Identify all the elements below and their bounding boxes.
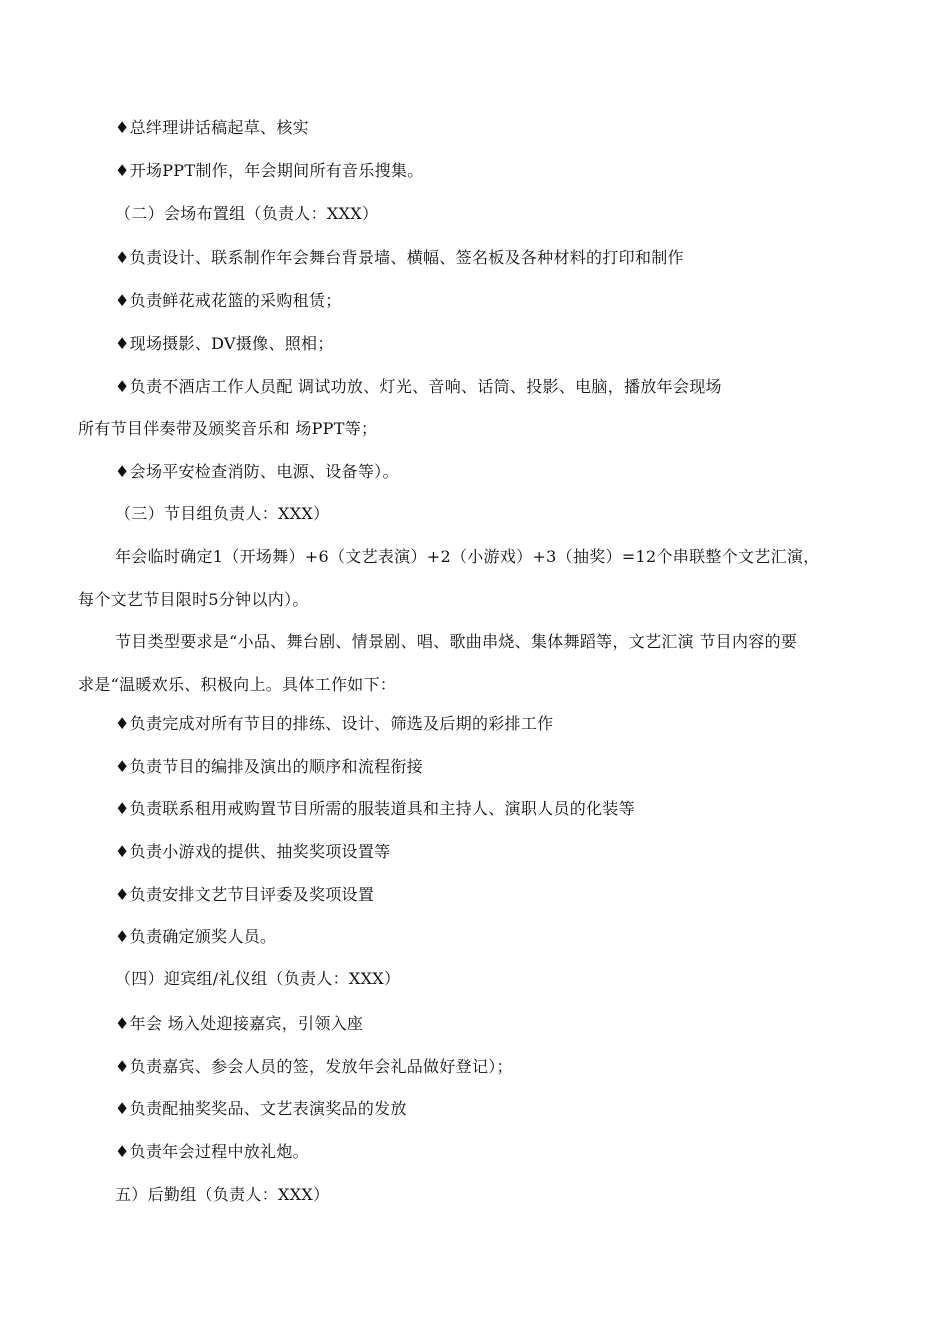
- bullet-line: ♦负责配抽奖奖品、文艺表演奖品的发放: [115, 1099, 407, 1118]
- bullet-line: ♦负责联系租用戒购置节目所需的服装道具和主持人、演职人员的化装等: [115, 799, 635, 818]
- paragraph-continuation: 每个文艺节目限时5分钟以内）。: [78, 590, 309, 609]
- paragraph-continuation: 求是“温暖欢乐、积极向上。具体工作如下：: [78, 675, 397, 694]
- paragraph-line: 年会临时确定1（开场舞）+6（文艺表演）+2（小游戏）+3（抽奖）=12个串联整个文艺汇演，: [115, 547, 820, 566]
- bullet-line: ♦负责不酒店工作人员配 调试功放、灯光、音响、话筒、投影、电脑，播放年会现场: [115, 377, 722, 396]
- bullet-line: ♦年会 场入处迎接嘉宾，引领入座: [115, 1014, 364, 1033]
- bullet-line: ♦负责确定颁奖人员。: [115, 927, 277, 946]
- bullet-line: ♦总绊理讲话稿起草、核实: [115, 118, 309, 137]
- paragraph-line: 节目类型要求是“小品、舞台剧、情景剧、唱、歌曲串烧、集体舞蹈等，文艺汇演 节目内容的要: [115, 632, 798, 651]
- section-heading: （二）会场布置组（负责人：XXX）: [115, 204, 379, 223]
- bullet-line: ♦负责嘉宾、参会人员的签，发放年会礼品做好登记）；: [115, 1057, 513, 1076]
- bullet-line: ♦负责年会过程中放礼炮。: [115, 1142, 309, 1161]
- bullet-line: ♦负责安排文艺节目评委及奖项设置: [115, 885, 375, 904]
- bullet-line: ♦负责完成对所有节目的排练、设计、筛选及后期的彩排工作: [115, 714, 554, 733]
- bullet-line: ♦负责小游戏的提供、抽奖奖项设置等: [115, 842, 391, 861]
- bullet-line: ♦现场摄影、DV摄像、照相；: [115, 334, 334, 353]
- bullet-line: ♦开场PPT制作，年会期间所有音乐搜集。: [115, 161, 424, 180]
- bullet-line: ♦负责设计、联系制作年会舞台背景墙、横幅、签名板及各种材料的打印和制作: [115, 248, 684, 267]
- paragraph-continuation: 所有节目伴奏带及颁奖音乐和 场PPT等；: [78, 419, 378, 438]
- section-heading: 五）后勤组（负责人：XXX）: [115, 1185, 330, 1204]
- section-heading: （四）迎宾组/礼仪组（负责人：XXX）: [115, 969, 401, 988]
- bullet-line: ♦负责鲜花戒花篮的采购租赁；: [115, 291, 342, 310]
- bullet-line: ♦负责节目的编排及演出的顺序和流程衔接: [115, 757, 424, 776]
- section-heading: （三）节目组负责人：XXX）: [115, 504, 330, 523]
- bullet-line: ♦会场平安检查消防、电源、设备等）。: [115, 462, 399, 481]
